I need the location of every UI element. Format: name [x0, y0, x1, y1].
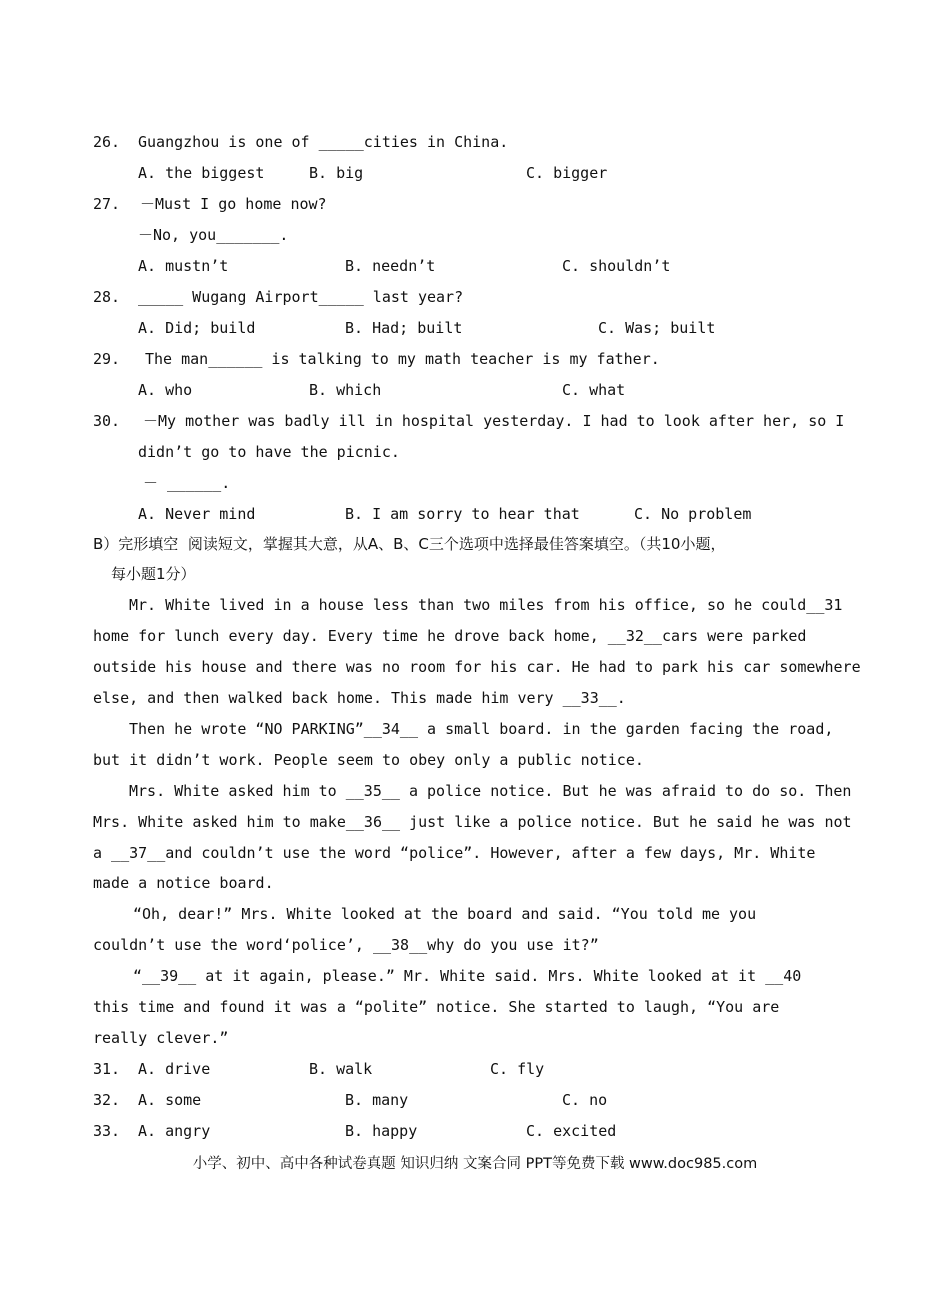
option-b: B. Had; built: [345, 319, 463, 337]
question-number: 32.: [93, 1091, 121, 1109]
option-b: B. needn’t: [345, 257, 436, 275]
question-stem: The man______ is talking to my math teacher is my father.: [145, 350, 660, 368]
option-a: A. angry: [138, 1122, 211, 1140]
question-stem: Guangzhou is one of _____cities in China.: [138, 133, 509, 151]
option-b: B. walk: [309, 1060, 373, 1078]
passage-line: a __37__and couldn’t use the word “police”. However, after a few days, Mr. White: [93, 844, 816, 862]
option-a: A. Did; build: [138, 319, 256, 337]
option-b: B. which: [309, 381, 382, 399]
passage-line: Then he wrote “NO PARKING”__34__ a small board. in the garden facing the road,: [129, 720, 834, 738]
question-number: 31.: [93, 1060, 121, 1078]
option-c: C. bigger: [526, 164, 608, 182]
passage-line: “Oh, dear!” Mrs. White looked at the board and said. “You told me you: [133, 905, 757, 923]
passage-line: outside his house and there was no room for his car. He had to park his car somewhere: [93, 658, 861, 676]
option-c: C. No problem: [634, 505, 752, 523]
passage-line: made a notice board.: [93, 874, 274, 892]
question-stem-line2: －No, you_______.: [138, 226, 289, 244]
passage-line: really clever.”: [93, 1029, 229, 1047]
passage-line: Mr. White lived in a house less than two miles from his office, so he could__31: [129, 596, 843, 614]
passage-line: but it didn’t work. People seem to obey only a public notice.: [93, 751, 644, 769]
option-a: A. the biggest: [138, 164, 265, 182]
option-b: B. many: [345, 1091, 409, 1109]
question-number: 33.: [93, 1122, 121, 1140]
passage-line: “__39__ at it again, please.” Mr. White said. Mrs. White looked at it __40: [133, 967, 802, 985]
option-b: B. I am sorry to hear that: [345, 505, 580, 523]
passage-line: home for lunch every day. Every time he drove back home, __32__cars were parked: [93, 627, 807, 645]
option-a: A. Never mind: [138, 505, 256, 523]
question-stem-line3: － ______.: [143, 474, 231, 492]
option-a: A. drive: [138, 1060, 211, 1078]
section-heading-line2: 每小题1分）: [111, 565, 196, 583]
question-stem: －Must I go home now?: [140, 195, 327, 213]
question-number: 27.: [93, 195, 121, 213]
option-c: C. shouldn’t: [562, 257, 671, 275]
passage-line: Mrs. White asked him to __35__ a police notice. But he was afraid to do so. Then: [129, 782, 852, 800]
passage-line: Mrs. White asked him to make__36__ just like a police notice. But he said he was not: [93, 813, 852, 831]
question-stem-line2: didn’t go to have the picnic.: [138, 443, 400, 461]
page-footer: 小学、初中、高中各种试卷真题 知识归纳 文案合同 PPT等免费下载 www.doc985.com: [192, 1156, 758, 1172]
question-number: 26.: [93, 133, 121, 151]
option-a: A. some: [138, 1091, 202, 1109]
question-number: 30.: [93, 412, 121, 430]
option-b: B. happy: [345, 1122, 418, 1140]
option-c: C. excited: [526, 1122, 617, 1140]
option-c: C. fly: [490, 1060, 545, 1078]
option-c: C. Was; built: [598, 319, 716, 337]
option-a: A. mustn’t: [138, 257, 229, 275]
passage-line: couldn’t use the word‘police’, __38__why do you use it?”: [93, 936, 599, 954]
option-a: A. who: [138, 381, 193, 399]
option-c: C. what: [562, 381, 626, 399]
question-number: 29.: [93, 350, 121, 368]
option-b: B. big: [309, 164, 364, 182]
option-c: C. no: [562, 1091, 608, 1109]
passage-line: else, and then walked back home. This made him very __33__.: [93, 689, 626, 707]
passage-line: this time and found it was a “polite” notice. She started to laugh, “You are: [93, 998, 780, 1016]
question-stem: _____ Wugang Airport_____ last year?: [138, 288, 464, 306]
section-heading: B）完形填空 阅读短文，掌握其大意，从A、B、C三个选项中选择最佳答案填空。（共10小题，: [93, 535, 726, 553]
question-stem: －My mother was badly ill in hospital yesterday. I had to look after her, so I: [143, 412, 845, 430]
question-number: 28.: [93, 288, 121, 306]
